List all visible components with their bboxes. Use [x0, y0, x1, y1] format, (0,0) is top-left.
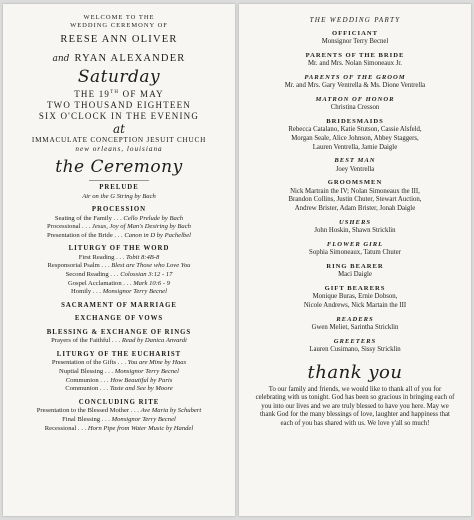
party-group [247, 96, 463, 113]
party-member-line: Sophia Simoneaux, Tatum Chuter [309, 249, 401, 257]
section-row [11, 385, 227, 394]
party-member-line: Mr. and Mrs. Nolan Simoneaux Jr. [307, 60, 403, 68]
party-member-line: Monsignor Terry Becnel [321, 38, 389, 45]
party-group [247, 74, 463, 91]
party-group-title: RING BEARER [326, 262, 384, 270]
party-group-title: PARENTS OF THE GROOM [304, 73, 406, 81]
row-label: Recessional . . . [44, 424, 88, 432]
party-group [247, 179, 463, 213]
party-group-title: OFFICIANT [332, 29, 378, 37]
row-value: Cello Prelude by Bach [123, 214, 184, 222]
party-member-line: Monique Buras, Ernie Dobson, [312, 293, 398, 301]
service-section [11, 302, 227, 311]
service-section [11, 184, 227, 201]
service-section [11, 399, 227, 433]
row-label: Presentation to the Blessed Mother . . . [36, 407, 141, 415]
section-row [11, 262, 227, 271]
party-member-line: Nicole Andrews, Nick Martain the III [303, 301, 407, 309]
wedding-party-list [247, 30, 463, 355]
ceremony-divider [89, 180, 149, 181]
venue-city: new orleans, louisiana [75, 145, 163, 153]
day-script: Saturday [77, 67, 161, 87]
party-group-title: MATRON OF HONOR [315, 95, 395, 103]
party-member-line: Andrew Brister, Adam Brister, Jonah Daigle [294, 204, 416, 212]
bride-name: REESE ANN OLIVER [60, 34, 178, 45]
party-member-line: Maci Daigle [338, 271, 372, 279]
row-value: Taste and See by Moore [109, 385, 173, 393]
party-group [247, 338, 463, 355]
party-member-line: Lauren Ventrella, Jamie Daigle [312, 143, 398, 151]
row-label: Nuptial Blessing . . . [59, 368, 115, 376]
section-row [11, 223, 227, 232]
section-title: CONCLUDING RITE [78, 398, 160, 406]
party-group [247, 316, 463, 333]
row-label: Responsorial Psalm . . . [47, 262, 112, 270]
row-label: Presentation of the Bride . . . [47, 231, 125, 239]
section-row [11, 377, 227, 386]
section-title: EXCHANGE OF VOWS [74, 315, 164, 323]
service-section [11, 351, 227, 394]
party-group [247, 263, 463, 280]
section-row [11, 288, 227, 297]
party-group [247, 219, 463, 236]
row-value: Canon in D by Pachelbel [124, 231, 191, 239]
row-value: Tobit 8:4B-8 [125, 253, 160, 261]
groom-name: RYAN ALEXANDER [74, 53, 186, 64]
section-row [11, 215, 227, 224]
date-line-1: THE 19TH OF MAY [74, 89, 164, 99]
row-label: First Reading . . . [78, 253, 126, 261]
section-row [11, 254, 227, 263]
party-group-title: FLOWER GIRL [326, 240, 384, 248]
party-group-title: GREETERS [333, 337, 377, 345]
party-member-line: Lauren Cusimano, Sissy Stricklin [309, 346, 401, 354]
row-label: Communion . . . [65, 385, 110, 393]
service-section [11, 329, 227, 346]
section-row [11, 271, 227, 280]
party-member-line: Christina Cresson [330, 104, 380, 112]
party-member-line: Mr. and Mrs. Gary Ventrella & Ms. Dione Ventrella [284, 82, 426, 90]
section-row [11, 368, 227, 377]
welcome-line-2: WEDDING CEREMONY OF [70, 22, 168, 29]
row-value: Mark 10:6 - 9 [133, 279, 170, 287]
section-title: LITURGY OF THE EUCHARIST [56, 350, 182, 358]
party-member-line: Rebecca Catalano, Katie Stutson, Cassie Alsfeld, [288, 126, 422, 134]
party-group [247, 30, 463, 47]
order-of-service [11, 184, 227, 433]
party-group-title: GROOMSMEN [327, 179, 383, 187]
row-label: Gospel Acclamation . . . [67, 279, 134, 287]
party-group-title: GIFT BEARERS [324, 284, 386, 292]
date-line-3: SIX O'CLOCK IN THE EVENING [38, 111, 200, 121]
wedding-party-header: THE WEDDING PARTY [309, 16, 401, 24]
section-title: LITURGY OF THE WORD [68, 245, 170, 253]
service-section [11, 206, 227, 240]
party-group [247, 118, 463, 152]
party-group-title: BEST MAN [334, 157, 376, 165]
row-value: Jesus, Joy of Man's Desiring by Bach [91, 223, 191, 231]
party-group [247, 285, 463, 311]
thank-you-message: To our family and friends, we would like to thank all of you for celebrating with us tonight. God has been so gracious in bringing each of you into our lives and we are truly blessed to have you here. May we thank God for the many blessings of love, laughter and happiness that each of you has shared with us. We love y'all so much! [255, 385, 455, 427]
program-right-panel [239, 4, 471, 516]
row-label: Prayers of the Faithful . . . [51, 337, 122, 345]
welcome-line-1: WELCOME TO THE [83, 14, 155, 21]
party-group-title: READERS [336, 315, 374, 323]
row-value: Colossian 3:12 - 17 [120, 271, 173, 279]
party-member-line: Gwen Meliet, Sarintha Stricklin [311, 324, 399, 331]
row-label: Second Reading . . . [65, 271, 121, 279]
section-row [11, 232, 227, 241]
row-value: Ave Maria by Schubert [140, 407, 202, 415]
row-label: Presentation of the Gifts . . . [51, 359, 128, 367]
at-script: at [113, 122, 125, 136]
party-group-title: USHERS [338, 218, 372, 226]
section-title: PRELUDE [99, 184, 139, 191]
service-section [11, 245, 227, 296]
row-label: Final Blessing . . . [62, 415, 112, 423]
program-left-panel [3, 4, 235, 516]
row-value: You are Mine by Haas [127, 359, 187, 367]
date-line-2: TWO THOUSAND EIGHTEEN [46, 100, 191, 110]
row-value: Monsignor Terry Becnel [102, 288, 167, 296]
section-row [11, 337, 227, 346]
party-member-line: John Hoskin, Shawn Stricklin [314, 227, 396, 235]
party-member-line: Joey Ventrella [335, 165, 375, 173]
section-row [11, 407, 227, 416]
party-group [247, 241, 463, 258]
party-group-title: BRIDESMAIDS [326, 117, 384, 125]
and-script: and [52, 54, 70, 64]
section-row [11, 359, 227, 368]
section-title: PROCESSION [91, 206, 147, 214]
party-member-line: Morgan Seale, Alice Johnson, Abbey Staggers, [291, 134, 419, 142]
section-title: SACRAMENT OF MARRIAGE [61, 301, 177, 309]
party-group [247, 52, 463, 69]
section-row [11, 425, 227, 434]
section-row [11, 280, 227, 289]
service-section [11, 315, 227, 324]
row-value: Air on the G String by Bach [82, 192, 156, 200]
party-group-title: PARENTS OF THE BRIDE [305, 51, 405, 59]
party-member-line: Nick Martrain the IV; Nolan Simoneaux the III, [290, 187, 420, 195]
section-row [11, 416, 227, 425]
row-value: How Beautiful by Paris [110, 376, 173, 384]
party-group [247, 157, 463, 174]
row-label: Processional . . . [47, 223, 92, 231]
row-value: Monsignor Terry Becnel [114, 368, 179, 376]
row-label: Homily . . . [71, 288, 103, 296]
row-label: Seating of the Family . . . [54, 214, 124, 222]
section-title: BLESSING & EXCHANGE OF RINGS [46, 328, 192, 336]
row-value: Monsignor Terry Becnel [111, 415, 176, 423]
row-label: Communion . . . [65, 376, 111, 384]
ceremony-script: the Ceremony [55, 157, 183, 177]
section-row [11, 193, 227, 202]
thank-you-script: thank you [307, 361, 403, 383]
party-member-line: Brandon Collins, Justin Chuter, Stewart Auction, [288, 196, 422, 204]
venue-name: IMMACULATE CONCEPTION JESUIT CHUCH [31, 136, 207, 144]
row-value: Blest are Those who Love You [111, 262, 191, 270]
row-value: Read by Danica Anvardi [121, 337, 187, 345]
row-value: Horn Pipe from Water Music by Handel [87, 424, 194, 432]
